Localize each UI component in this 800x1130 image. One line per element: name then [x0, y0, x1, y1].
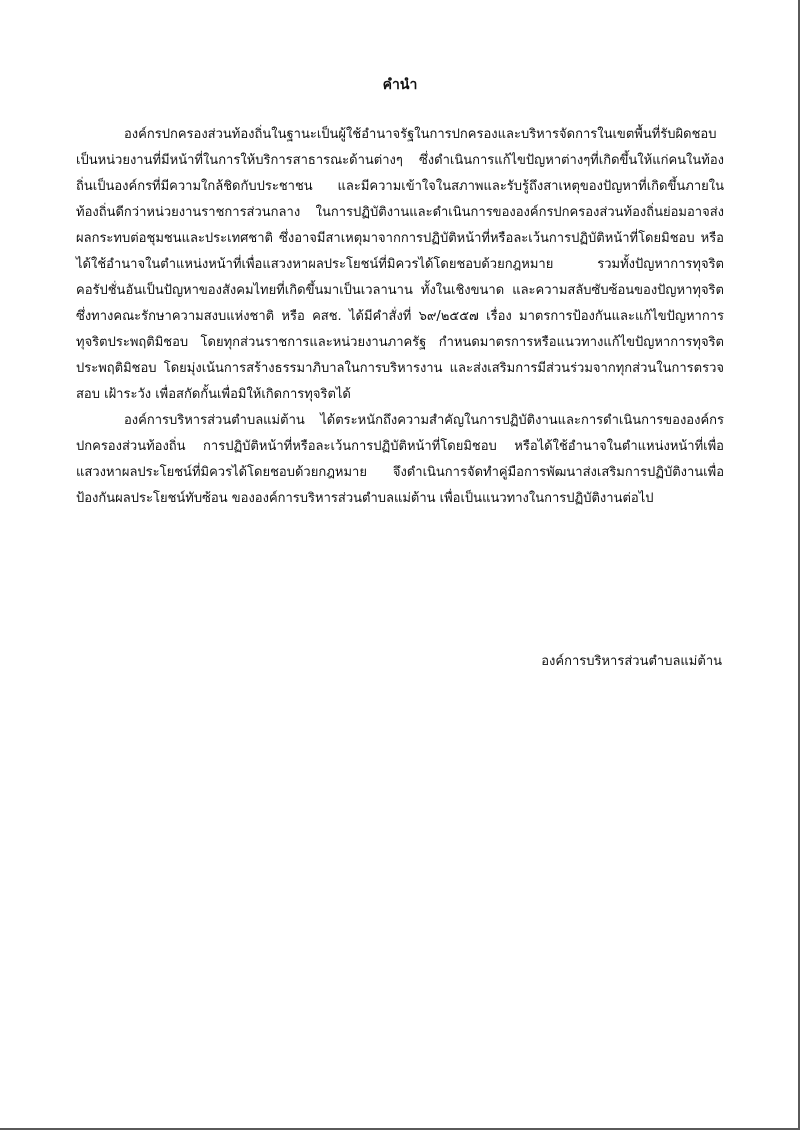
- signature-organization: องค์การบริหารส่วนตำบลแม่ต้าน: [541, 654, 722, 669]
- paragraph-2: องค์การบริหารส่วนตำบลแม่ต้าน ได้ตระหนักถึงความสำคัญในการปฏิบัติงานและการดำเนินการขององค์กรปกครองส่วนท้องถิ่น การปฏิบัติหน้าที่หรือละเว้นการปฏิบัติหน้าที่โดยมิชอบ หรือได้ใช้อำนาจในตำแหน่งหน้าที่เพื่อแสวงหาผลประโยชน์ที่มิควรได้โดยชอบด้วยกฎหมาย จึงดำเนินการจัดทำคู่มือการพัฒนาส่งเสริมการปฏิบัติงานเพื่อป้องกันผลประโยชน์ทับซ้อน ขององค์การบริหารส่วนตำบลแม่ต้าน เพื่อเป็นแนวทางในการปฏิบัติงานต่อไป: [76, 413, 724, 506]
- document-body: [76, 122, 724, 512]
- page-title: คำนำ: [382, 77, 418, 93]
- paragraph-1: องค์กรปกครองส่วนท้องถิ่นในฐานะเป็นผู้ใช้อำนาจรัฐในการปกครองและบริหารจัดการในเขตพื้นที่รับผิดชอบ เป็นหน่วยงานที่มีหน้าที่ในการให้บริการสาธารณะด้านต่างๆ ซึ่งดำเนินการแก้ไขปัญหาต่างๆที่เกิดขึ้นให้แก่คนในท้องถิ่นเป็นองค์กรที่มีความใกล้ชิดกับประชาชน และมีความเข้าใจในสภาพและรับรู้ถึงสาเหตุของปัญหาที่เกิดขึ้นภายในท้องถิ่นดีกว่าหน่วยงานราชการส่วนกลาง ในการปฏิบัติงานและดำเนินการขององค์กรปกครองส่วนท้องถิ่นย่อมอาจส่งผลกระทบต่อชุมชนและประเทศชาติ ซึ่งอาจมีสาเหตุมาจากการปฏิบัติหน้าที่หรือละเว้นการปฏิบัติหน้าที่โดยมิชอบ หรือได้ใช้อำนาจในตำแหน่งหน้าที่เพื่อแสวงหาผลประโยชน์ที่มิควรได้โดยชอบด้วยกฎหมาย รวมทั้งปัญหาการทุจริตคอรัปชั่นอันเป็นปัญหาของสังคมไทยที่เกิดขึ้นมาเป็นเวลานาน ทั้งในเชิงขนาด และความสลับซับซ้อนของปัญหาทุจริต ซึ่งทางคณะรักษาความสงบแห่งชาติ หรือ คสช. ได้มีคำสั่งที่ ๖๙/๒๕๕๗ เรื่อง มาตรการป้องกันและแก้ไขปัญหาการทุจริตประพฤติมิชอบ โดยทุกส่วนราชการและหน่วยงานภาครัฐ กำหนดมาตรการหรือแนวทางแก้ไขปัญหาการทุจริตประพฤติมิชอบ โดยมุ่งเน้นการสร้างธรรมาภิบาลในการบริหารงาน และส่งเสริมการมีส่วนร่วมจากทุกส่วนในการตรวจสอบ เฝ้าระวัง เพื่อสกัดกั้นเพื่อมิให้เกิดการทุจริตได้: [76, 127, 724, 402]
